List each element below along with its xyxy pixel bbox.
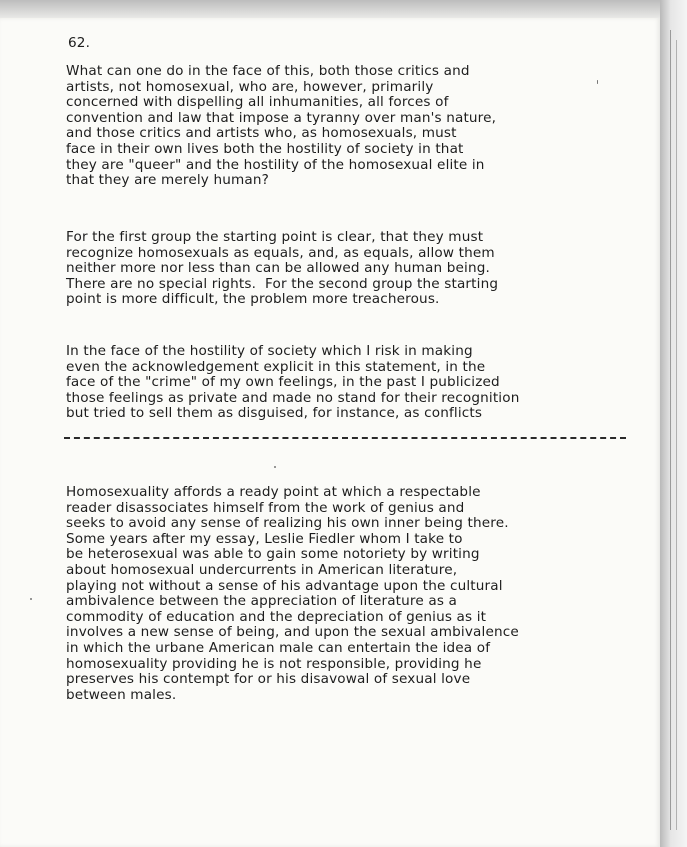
scan-speck <box>30 598 32 600</box>
page-edge-line <box>670 30 671 830</box>
paragraph-3: In the face of the hostility of society which I risk in making even the acknowledgement explicit in this statement, in the face of the "crime" of my own feelings, in the past I publicized those feelings as private and made no stand for their recognition but tried to sell them as disguised, for instance, as conflicts <box>66 343 520 422</box>
page-edge <box>660 0 687 847</box>
paragraph-4: Homosexuality affords a ready point at which a respectable reader disassociates himself from the work of genius and seeks to avoid any sense of realizing his own inner being there. Some years after my essay, Leslie Fiedler whom I take to be heterosexual was able to gain some notoriety by writing about homosexual undercurrents in American literature, playing not without a sense of his advantage upon the cultural ambivalence between the appreciation of literature as a commodity of education and the depreciation of genius as it involves a new sense of being, and upon the sexual ambivalence in which the urbane American male can entertain the idea of homosexuality providing he is not responsible, providing he preserves his contempt for or his disavowal of sexual love between males. <box>66 484 519 703</box>
scan-top-shadow <box>0 0 660 18</box>
dashed-divider <box>64 437 626 439</box>
page-edge-line <box>676 40 677 830</box>
scan-speck <box>597 80 598 84</box>
paragraph-2: For the first group the starting point is clear, that they must recognize homosexuals as equals, and, as equals, allow them neither more nor less than can be allowed any human being. There are no special rights. For the second group the starting point is more difficult, the problem more treacherous. <box>66 229 499 308</box>
paragraph-1: What can one do in the face of this, both those critics and artists, not homosexual, who are, however, primarily concerned with dispelling all inhumanities, all forces of convention and law that impose a tyranny over man's nature, and those critics and artists who, as homosexuals, must face in their own lives both the hostility of society in that they are "queer" and the hostility of the homosexual elite in that they are merely human? <box>66 63 497 189</box>
scan-speck <box>274 466 276 468</box>
page-number: 62. <box>68 35 91 51</box>
